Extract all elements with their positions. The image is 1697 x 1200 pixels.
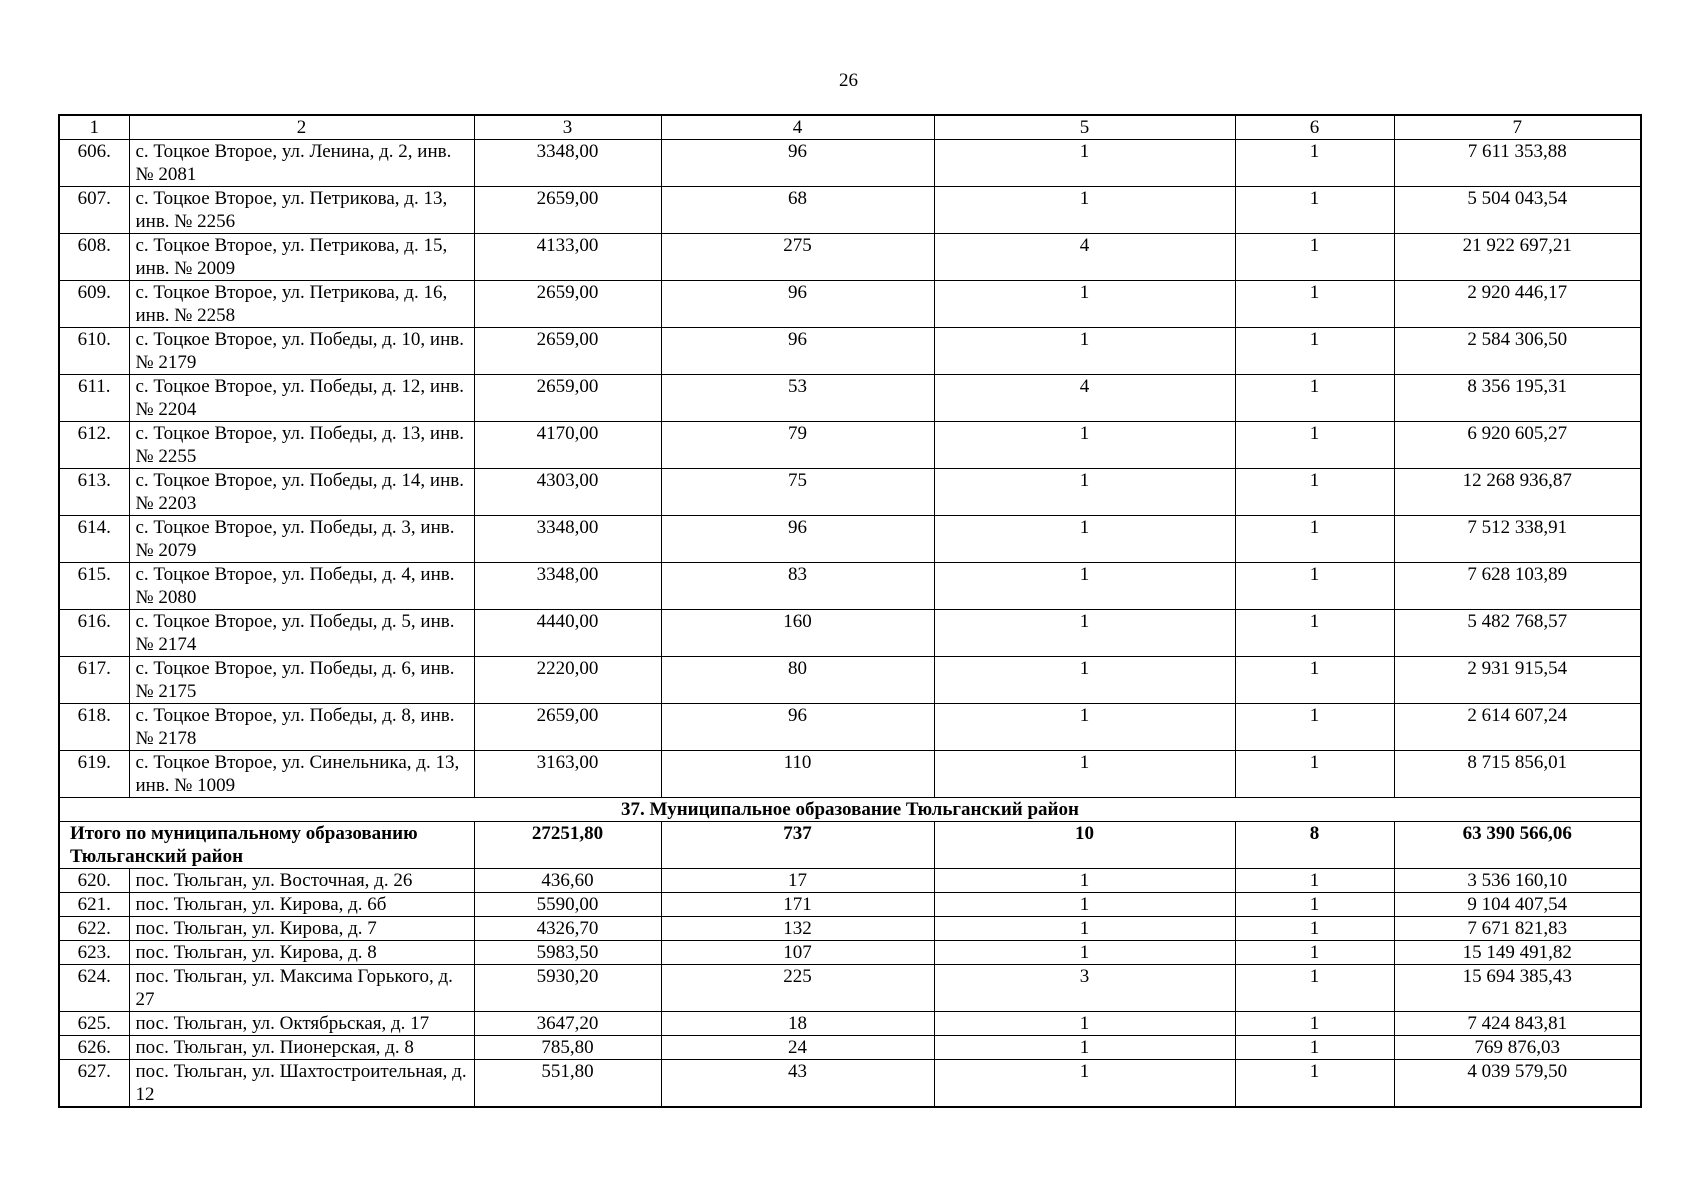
col7-cell: 2 931 915,54 xyxy=(1394,657,1641,704)
col4-cell: 83 xyxy=(661,563,934,610)
row-number-cell: 606. xyxy=(59,140,129,187)
total-c7-cell: 63 390 566,06 xyxy=(1394,822,1641,869)
total-c3-cell: 27251,80 xyxy=(474,822,661,869)
row-number-cell: 612. xyxy=(59,422,129,469)
col3-cell: 4170,00 xyxy=(474,422,661,469)
col5-cell: 1 xyxy=(934,187,1235,234)
table-row xyxy=(59,941,1641,965)
col5-cell: 1 xyxy=(934,140,1235,187)
row-number-cell: 627. xyxy=(59,1060,129,1108)
row-number-cell: 623. xyxy=(59,941,129,965)
address-cell: с. Тоцкое Второе, ул. Победы, д. 8, инв. № 2178 xyxy=(129,704,474,751)
address-cell: с. Тоцкое Второе, ул. Победы, д. 4, инв. № 2080 xyxy=(129,563,474,610)
col3-cell: 4440,00 xyxy=(474,610,661,657)
col6-cell: 1 xyxy=(1235,563,1394,610)
table-row xyxy=(59,328,1641,375)
section-title: 37. Муниципальное образование Тюльганский район xyxy=(59,798,1641,822)
address-cell: пос. Тюльган, ул. Кирова, д. 8 xyxy=(129,941,474,965)
col5-cell: 1 xyxy=(934,281,1235,328)
col6-cell: 1 xyxy=(1235,469,1394,516)
col6-cell: 1 xyxy=(1235,187,1394,234)
col4-cell: 43 xyxy=(661,1060,934,1108)
table-row xyxy=(59,965,1641,1012)
col6-cell: 1 xyxy=(1235,610,1394,657)
col7-cell: 15 149 491,82 xyxy=(1394,941,1641,965)
row-number-cell: 613. xyxy=(59,469,129,516)
col3-cell: 4303,00 xyxy=(474,469,661,516)
col7-cell: 5 504 043,54 xyxy=(1394,187,1641,234)
col3-cell: 2659,00 xyxy=(474,281,661,328)
address-cell: с. Тоцкое Второе, ул. Ленина, д. 2, инв. № 2081 xyxy=(129,140,474,187)
col7-cell: 21 922 697,21 xyxy=(1394,234,1641,281)
column-header: 6 xyxy=(1235,115,1394,140)
address-cell: пос. Тюльган, ул. Восточная, д. 26 xyxy=(129,869,474,893)
col4-cell: 96 xyxy=(661,281,934,328)
row-number-cell: 607. xyxy=(59,187,129,234)
col5-cell: 1 xyxy=(934,704,1235,751)
col3-cell: 5590,00 xyxy=(474,893,661,917)
col4-cell: 275 xyxy=(661,234,934,281)
table-row xyxy=(59,869,1641,893)
address-cell: с. Тоцкое Второе, ул. Петрикова, д. 13, инв. № 2256 xyxy=(129,187,474,234)
address-cell: с. Тоцкое Второе, ул. Петрикова, д. 16, инв. № 2258 xyxy=(129,281,474,328)
row-number-cell: 611. xyxy=(59,375,129,422)
address-cell: пос. Тюльган, ул. Шахтостроительная, д. 12 xyxy=(129,1060,474,1108)
table-row xyxy=(59,281,1641,328)
row-number-cell: 616. xyxy=(59,610,129,657)
table-row xyxy=(59,422,1641,469)
col3-cell: 4326,70 xyxy=(474,917,661,941)
col4-cell: 75 xyxy=(661,469,934,516)
col3-cell: 2659,00 xyxy=(474,704,661,751)
col4-cell: 107 xyxy=(661,941,934,965)
col3-cell: 4133,00 xyxy=(474,234,661,281)
col6-cell: 1 xyxy=(1235,1012,1394,1036)
col6-cell: 1 xyxy=(1235,751,1394,798)
address-cell: с. Тоцкое Второе, ул. Победы, д. 14, инв. № 2203 xyxy=(129,469,474,516)
col5-cell: 1 xyxy=(934,917,1235,941)
col3-cell: 2659,00 xyxy=(474,187,661,234)
col7-cell: 6 920 605,27 xyxy=(1394,422,1641,469)
col3-cell: 2659,00 xyxy=(474,375,661,422)
col7-cell: 15 694 385,43 xyxy=(1394,965,1641,1012)
row-number-cell: 626. xyxy=(59,1036,129,1060)
address-cell: с. Тоцкое Второе, ул. Победы, д. 3, инв. № 2079 xyxy=(129,516,474,563)
column-header: 1 xyxy=(59,115,129,140)
col4-cell: 80 xyxy=(661,657,934,704)
col3-cell: 2659,00 xyxy=(474,328,661,375)
table-row xyxy=(59,1060,1641,1108)
table-row xyxy=(59,516,1641,563)
total-c5-cell: 10 xyxy=(934,822,1235,869)
col4-cell: 96 xyxy=(661,516,934,563)
col5-cell: 1 xyxy=(934,657,1235,704)
table-row xyxy=(59,704,1641,751)
address-cell: пос. Тюльган, ул. Пионерская, д. 8 xyxy=(129,1036,474,1060)
col5-cell: 1 xyxy=(934,328,1235,375)
row-number-cell: 615. xyxy=(59,563,129,610)
row-number-cell: 622. xyxy=(59,917,129,941)
column-header: 7 xyxy=(1394,115,1641,140)
col5-cell: 1 xyxy=(934,516,1235,563)
col7-cell: 8 356 195,31 xyxy=(1394,375,1641,422)
address-cell: пос. Тюльган, ул. Кирова, д. 6б xyxy=(129,893,474,917)
table-row xyxy=(59,917,1641,941)
col5-cell: 1 xyxy=(934,751,1235,798)
row-number-cell: 614. xyxy=(59,516,129,563)
total-row xyxy=(59,822,1641,869)
col6-cell: 1 xyxy=(1235,328,1394,375)
col7-cell: 7 611 353,88 xyxy=(1394,140,1641,187)
col4-cell: 17 xyxy=(661,869,934,893)
address-cell: с. Тоцкое Второе, ул. Победы, д. 6, инв. № 2175 xyxy=(129,657,474,704)
col3-cell: 3348,00 xyxy=(474,140,661,187)
table-row xyxy=(59,1012,1641,1036)
col6-cell: 1 xyxy=(1235,281,1394,328)
col4-cell: 96 xyxy=(661,140,934,187)
col5-cell: 1 xyxy=(934,610,1235,657)
col4-cell: 18 xyxy=(661,1012,934,1036)
col7-cell: 2 920 446,17 xyxy=(1394,281,1641,328)
col7-cell: 7 424 843,81 xyxy=(1394,1012,1641,1036)
col3-cell: 5930,20 xyxy=(474,965,661,1012)
col6-cell: 1 xyxy=(1235,869,1394,893)
col5-cell: 1 xyxy=(934,422,1235,469)
total-label: Итого по муниципальному образованию Тюльганский район xyxy=(59,822,474,869)
col3-cell: 3647,20 xyxy=(474,1012,661,1036)
col5-cell: 1 xyxy=(934,1012,1235,1036)
col6-cell: 1 xyxy=(1235,234,1394,281)
col4-cell: 96 xyxy=(661,704,934,751)
row-number-cell: 619. xyxy=(59,751,129,798)
col4-cell: 160 xyxy=(661,610,934,657)
col6-cell: 1 xyxy=(1235,1036,1394,1060)
col5-cell: 1 xyxy=(934,941,1235,965)
address-cell: с. Тоцкое Второе, ул. Победы, д. 12, инв. № 2204 xyxy=(129,375,474,422)
table-row xyxy=(59,893,1641,917)
table-row xyxy=(59,234,1641,281)
col6-cell: 1 xyxy=(1235,375,1394,422)
col3-cell: 5983,50 xyxy=(474,941,661,965)
table-row xyxy=(59,657,1641,704)
col4-cell: 53 xyxy=(661,375,934,422)
row-number-cell: 624. xyxy=(59,965,129,1012)
col4-cell: 79 xyxy=(661,422,934,469)
data-table xyxy=(58,114,1642,1108)
table-row xyxy=(59,140,1641,187)
col7-cell: 4 039 579,50 xyxy=(1394,1060,1641,1108)
row-number-cell: 618. xyxy=(59,704,129,751)
col4-cell: 96 xyxy=(661,328,934,375)
col7-cell: 7 512 338,91 xyxy=(1394,516,1641,563)
table-row xyxy=(59,1036,1641,1060)
col3-cell: 3348,00 xyxy=(474,563,661,610)
col4-cell: 68 xyxy=(661,187,934,234)
column-header: 3 xyxy=(474,115,661,140)
col6-cell: 1 xyxy=(1235,965,1394,1012)
col5-cell: 3 xyxy=(934,965,1235,1012)
col5-cell: 4 xyxy=(934,375,1235,422)
page-number: 26 xyxy=(839,70,858,91)
address-cell: с. Тоцкое Второе, ул. Синельника, д. 13, инв. № 1009 xyxy=(129,751,474,798)
col4-cell: 171 xyxy=(661,893,934,917)
table-row xyxy=(59,751,1641,798)
col4-cell: 24 xyxy=(661,1036,934,1060)
col6-cell: 1 xyxy=(1235,422,1394,469)
col6-cell: 1 xyxy=(1235,657,1394,704)
table-row xyxy=(59,610,1641,657)
row-number-cell: 617. xyxy=(59,657,129,704)
col5-cell: 4 xyxy=(934,234,1235,281)
col6-cell: 1 xyxy=(1235,941,1394,965)
address-cell: пос. Тюльган, ул. Октябрьская, д. 17 xyxy=(129,1012,474,1036)
row-number-cell: 625. xyxy=(59,1012,129,1036)
col7-cell: 5 482 768,57 xyxy=(1394,610,1641,657)
column-header: 2 xyxy=(129,115,474,140)
col5-cell: 1 xyxy=(934,563,1235,610)
col7-cell: 2 584 306,50 xyxy=(1394,328,1641,375)
row-number-cell: 609. xyxy=(59,281,129,328)
col7-cell: 2 614 607,24 xyxy=(1394,704,1641,751)
total-c6-cell: 8 xyxy=(1235,822,1394,869)
row-number-cell: 608. xyxy=(59,234,129,281)
column-header: 4 xyxy=(661,115,934,140)
col7-cell: 12 268 936,87 xyxy=(1394,469,1641,516)
col3-cell: 785,80 xyxy=(474,1036,661,1060)
table-row xyxy=(59,187,1641,234)
col3-cell: 551,80 xyxy=(474,1060,661,1108)
address-cell: с. Тоцкое Второе, ул. Победы, д. 10, инв. № 2179 xyxy=(129,328,474,375)
col7-cell: 7 671 821,83 xyxy=(1394,917,1641,941)
total-c4-cell: 737 xyxy=(661,822,934,869)
col3-cell: 3163,00 xyxy=(474,751,661,798)
col4-cell: 110 xyxy=(661,751,934,798)
col3-cell: 3348,00 xyxy=(474,516,661,563)
col4-cell: 225 xyxy=(661,965,934,1012)
col6-cell: 1 xyxy=(1235,140,1394,187)
column-header: 5 xyxy=(934,115,1235,140)
table-body xyxy=(59,115,1641,1107)
address-cell: с. Тоцкое Второе, ул. Победы, д. 13, инв. № 2255 xyxy=(129,422,474,469)
col6-cell: 1 xyxy=(1235,1060,1394,1108)
col6-cell: 1 xyxy=(1235,516,1394,563)
section-header-row xyxy=(59,798,1641,822)
table-row xyxy=(59,563,1641,610)
row-number-cell: 610. xyxy=(59,328,129,375)
table-row xyxy=(59,469,1641,516)
col6-cell: 1 xyxy=(1235,893,1394,917)
col3-cell: 2220,00 xyxy=(474,657,661,704)
col5-cell: 1 xyxy=(934,469,1235,516)
col6-cell: 1 xyxy=(1235,917,1394,941)
col5-cell: 1 xyxy=(934,893,1235,917)
col7-cell: 8 715 856,01 xyxy=(1394,751,1641,798)
table-row xyxy=(59,375,1641,422)
column-number-row xyxy=(59,115,1641,140)
row-number-cell: 620. xyxy=(59,869,129,893)
col5-cell: 1 xyxy=(934,869,1235,893)
col3-cell: 436,60 xyxy=(474,869,661,893)
row-number-cell: 621. xyxy=(59,893,129,917)
address-cell: с. Тоцкое Второе, ул. Победы, д. 5, инв. № 2174 xyxy=(129,610,474,657)
col6-cell: 1 xyxy=(1235,704,1394,751)
address-cell: пос. Тюльган, ул. Кирова, д. 7 xyxy=(129,917,474,941)
col7-cell: 769 876,03 xyxy=(1394,1036,1641,1060)
col5-cell: 1 xyxy=(934,1036,1235,1060)
col5-cell: 1 xyxy=(934,1060,1235,1108)
address-cell: с. Тоцкое Второе, ул. Петрикова, д. 15, инв. № 2009 xyxy=(129,234,474,281)
col7-cell: 7 628 103,89 xyxy=(1394,563,1641,610)
col4-cell: 132 xyxy=(661,917,934,941)
col7-cell: 9 104 407,54 xyxy=(1394,893,1641,917)
address-cell: пос. Тюльган, ул. Максима Горького, д. 27 xyxy=(129,965,474,1012)
col7-cell: 3 536 160,10 xyxy=(1394,869,1641,893)
